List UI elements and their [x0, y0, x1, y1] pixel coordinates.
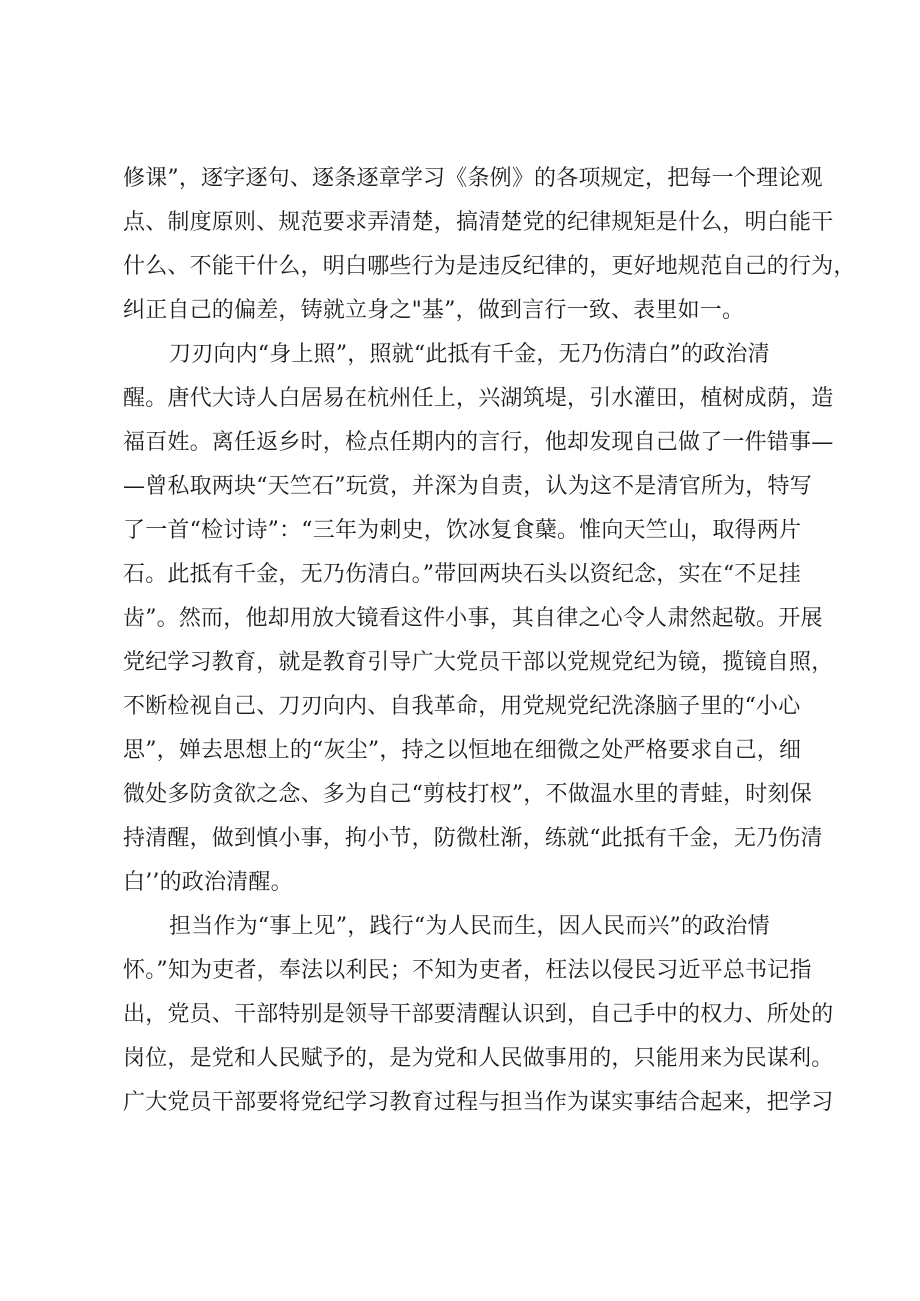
text-line: 微处多防贪欲之念、多为自己“剪枝打杈”，不做温水里的青蛙，时刻保: [123, 782, 812, 807]
text-line: 思”，婵去思想上的“灰尘”，持之以恒地在细微之处严格要求自己，细: [123, 738, 802, 763]
paragraph-first-line: 担当作为“事上见”，践行“为人民而生，因人民而兴”的政治情: [169, 914, 770, 939]
text-line: 持清醒，做到慎小事，拘小节，防微杜渐，练就“此抵有千金，无乃伤清: [123, 826, 823, 851]
document-body: [123, 157, 856, 1125]
text-line: 岗位，是党和人民赋予的，是为党和人民做事用的，只能用来为民谋利。: [123, 1046, 834, 1071]
text-line: 修课”，逐字逐句、逐条逐章学习《条例》的各项规定，把每一个理论观: [123, 166, 823, 191]
paragraph-first-line: 刀刃向内“身上照”，照就“此抵有千金，无乃伤清白”的政治清: [169, 342, 770, 367]
text-line: —曾私取两块“天竺石”玩赏，并深为自责，认为这不是清官所为，特写: [123, 474, 812, 499]
text-line: 广大党员干部要将党纪学习教育过程与担当作为谋实事结合起来，把学习: [123, 1090, 834, 1115]
text-line: 点、制度原则、规范要求弄清楚，搞清楚党的纪律规矩是什么，明白能干: [123, 210, 834, 235]
text-line: 出，党员、干部特别是领导干部要清醒认识到，自己手中的权力、所处的: [123, 1002, 834, 1027]
text-line: 石。此抵有千金，无乃伤清白。”带回两块石头以资纪念，实在“不足挂: [123, 562, 801, 587]
text-line: 党纪学习教育，就是教育引导广大党员干部以党规党纪为镜，揽镜自照，: [123, 650, 834, 675]
text-line: 白’’的政治清醒。: [123, 870, 293, 895]
text-line: 醒。唐代大诗人白居易在杭州任上，兴湖筑堤，引水灌田，植树成荫，造: [123, 386, 834, 411]
text-line: 不断检视自己、刀刃向内、自我革命，用党规党纪洗涤脑子里的“小心: [123, 694, 801, 719]
text-line: 纠正自己的偏差，铸就立身之"基”，做到言行一致、表里如一。: [123, 298, 745, 323]
text-line: 了一首“检讨诗”：“三年为刺史，饮冰复食蘖。惟向天竺山，取得两片: [123, 518, 802, 543]
text-line: 什么、不能干什么，明白哪些行为是违反纪律的，更好地规范自己的行为，: [123, 254, 856, 279]
text-line: 福百姓。离任返乡时，检点任期内的言行，他却发现自己做了一件错事—: [123, 430, 834, 455]
text-line: 怀。”知为吏者，奉法以利民；不知为吏者，枉法以侵民习近平总书记指: [123, 958, 812, 983]
text-line: 齿”。然而，他却用放大镜看这件小事，其自律之心令人肃然起敬。开展: [123, 606, 823, 631]
